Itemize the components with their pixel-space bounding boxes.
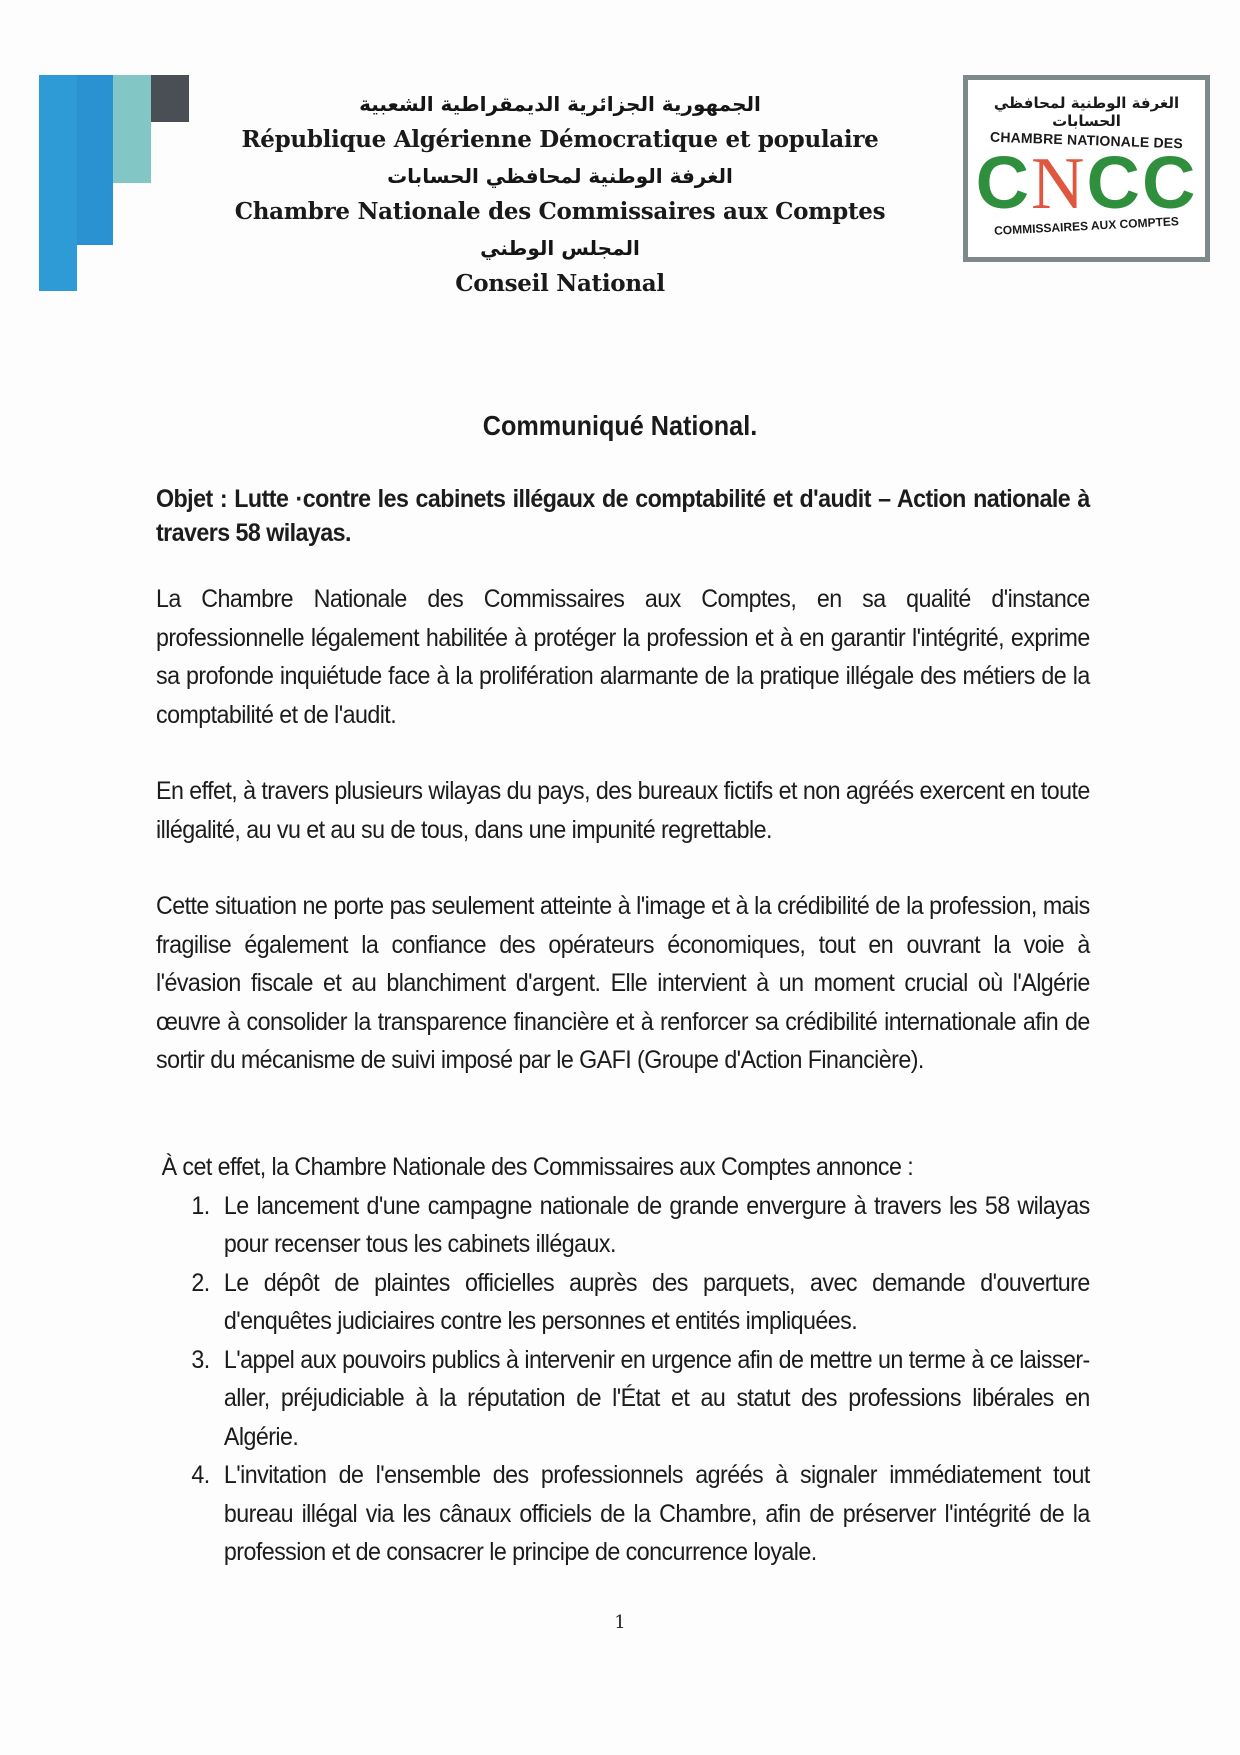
paragraph: La Chambre Nationale des Commissaires aux Comptes, en sa qualité d'instance professionnelle légalement habilitée à protéger la profession et à en garantir l'intégrité, exprime sa profonde inquiétude face à la prolifération alarmante de la pratique illégale des métiers de la comptabilité et de l'audit. <box>156 585 1090 729</box>
list-item-text: Le lancement d'une campagne nationale de grande envergure à travers les 58 wilayas pour recenser tous les cabinets illégaux. <box>223 1191 1090 1258</box>
page-number: 1 <box>614 1612 626 1633</box>
list-item-text: L'invitation de l'ensemble des professionnels agréés à signaler immédiatement tout bureau illégal via les cânaux officiels de la Chambre, afin de préserver l'intégrité de la profession et de consacrer le principe de concurrence loyale. <box>223 1461 1090 1566</box>
letterhead <box>230 88 890 304</box>
logo-acronym-n: N <box>1031 143 1087 225</box>
list-item-number: 4. <box>191 1461 210 1489</box>
french-republic-name: République Algérienne Démocratique et populaire <box>241 126 879 153</box>
french-chamber-name: Chambre Nationale des Commissaires aux Comptes <box>234 198 886 225</box>
paragraph: Cette situation ne porte pas seulement atteinte à l'image et à la crédibilité de la profession, mais fragilise également la confiance des opérateurs économiques, tout en ouvrant la voie à l'évasion fiscale et au blanchiment d'argent. Elle intervient à un moment crucial où l'Algérie œuvre à consolider la transparence financière et à renforcer sa crédibilité internationale afin de sortir du mécanisme de suivi imposé par le GAFI (Groupe d'Action Financière). <box>156 892 1090 1074</box>
logo-bottom-text: COMMISSAIRES AUX COMPTES <box>993 214 1180 238</box>
list-item <box>156 1264 1090 1341</box>
list-item <box>156 1456 1090 1572</box>
arabic-republic-name: الجمهورية الجزائرية الديمقراطية الشعبية <box>359 92 761 116</box>
arabic-council-name: المجلس الوطني <box>480 236 640 260</box>
logo-acronym <box>968 141 1205 225</box>
arabic-chamber-name: الغرفة الوطنية لمحافظي الحسابات <box>387 164 733 188</box>
logo-acronym-cc: CC <box>1086 141 1198 224</box>
list-item-text: L'appel aux pouvoirs publics à intervenir en urgence afin de mettre un terme à ce laisser-aller, préjudiciable à la réputation de l'État et au statut des professions libérales en Algérie. <box>223 1345 1090 1451</box>
subject-line: Objet : Lutte ·contre les cabinets illégaux de comptabilité et d'audit – Action nationale à travers 58 wilayas. <box>156 485 1090 547</box>
logo-acronym-c: C <box>975 141 1032 224</box>
list-item <box>156 1187 1090 1264</box>
list-item-number: 2. <box>191 1268 210 1297</box>
announcement-section <box>156 1148 1090 1572</box>
list-item-number: 1. <box>191 1191 210 1220</box>
list-item-number: 3. <box>191 1345 210 1374</box>
logo-top-text: CHAMBRE NATIONALE DES <box>989 128 1184 152</box>
list-item-text: Le dépôt de plaintes officielles auprès des parquets, avec demande d'ouverture d'enquêtes judiciaires contre les personnes et entités impliquées. <box>223 1268 1090 1335</box>
paragraph: En effet, à travers plusieurs wilayas du pays, des bureaux fictifs et non agréés exercent en toute illégalité, au vu et au su de tous, dans une impunité regrettable. <box>156 777 1090 844</box>
logo-bar-blue <box>39 75 77 291</box>
logo-bar-darker-blue <box>77 75 113 245</box>
announcement-intro: À cet effet, la Chambre Nationale des Commissaires aux Comptes annonce : <box>161 1153 914 1181</box>
french-council-name: Conseil National <box>455 270 665 297</box>
cncc-logo <box>963 75 1210 262</box>
logo-bar-gray <box>151 75 189 122</box>
logo-arabic-text: الغرفة الوطنية لمحافظي الحسابات <box>993 94 1180 130</box>
logo-bar-teal <box>113 75 151 183</box>
document-title: Communiqué National. <box>482 410 758 441</box>
announcement-list <box>156 1187 1090 1572</box>
list-item <box>156 1341 1090 1457</box>
